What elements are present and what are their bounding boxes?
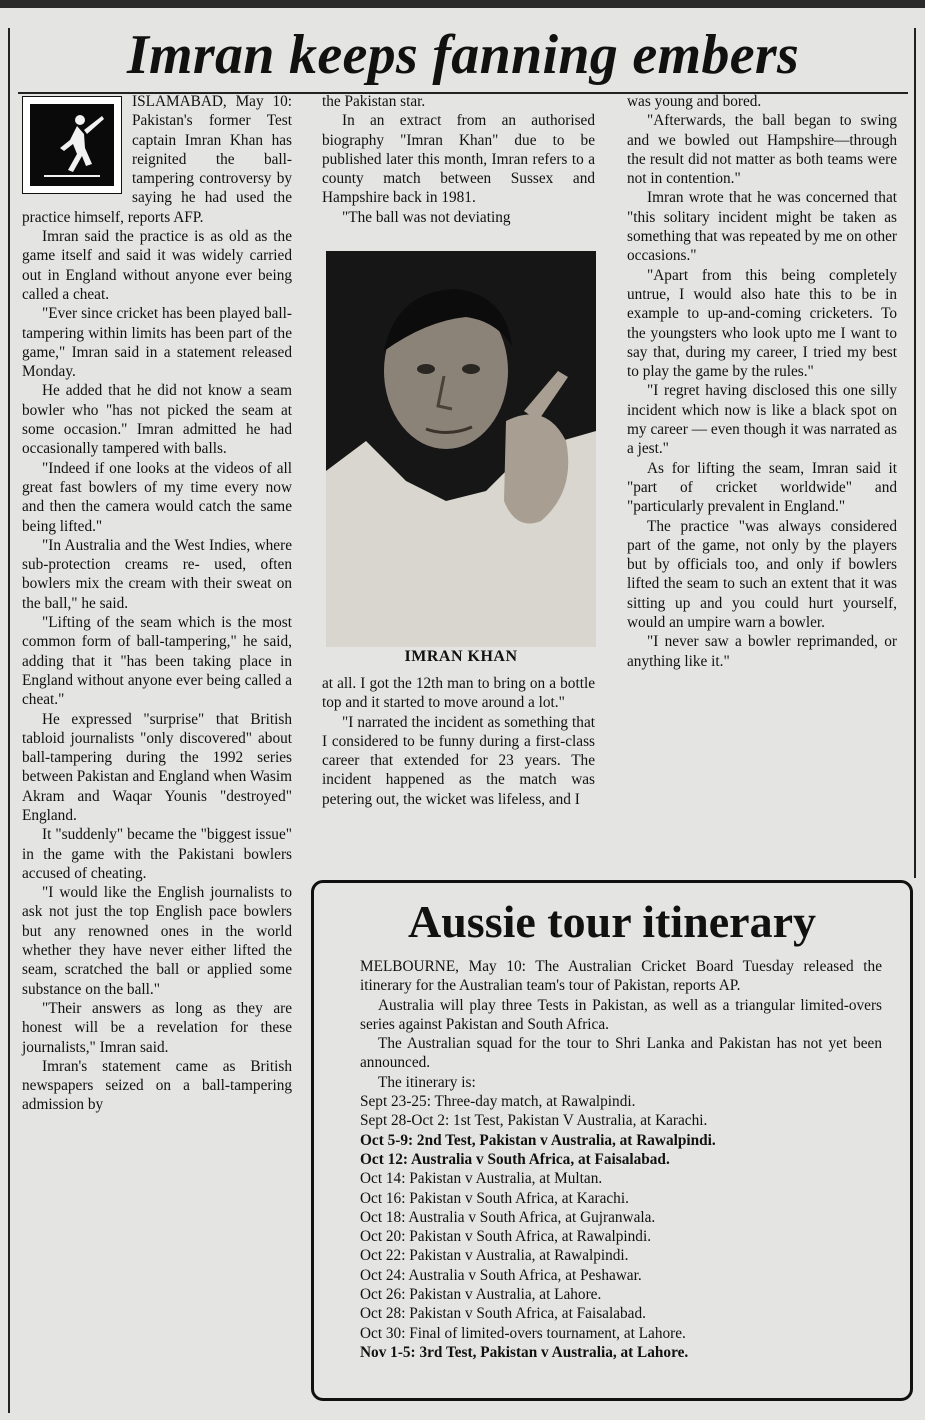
- itinerary-item: Sept 23-25: Three-day match, at Rawalpindi.: [360, 1093, 636, 1111]
- article-column-2-bottom: [322, 674, 595, 809]
- itinerary-sidebar-box: [311, 880, 913, 1401]
- col3-paragraph: "I regret having disclosed this one silly incident which now is like a black spot on my career — even though it was narrated as a jest.": [627, 382, 897, 458]
- article-column-1: [22, 92, 292, 1115]
- col1-paragraph: "Ever since cricket has been played ball-tampering within limits has been part of the game," Imran said in a statement released Monday.: [22, 305, 292, 381]
- col2-paragraph: at all. I got the 12th man to bring on a bottle top and it started to move around a lot.": [322, 675, 595, 712]
- itinerary-item: Oct 30: Final of limited-overs tournament, at Lahore.: [360, 1324, 686, 1342]
- right-frame-rule: [914, 28, 916, 878]
- itinerary-item: Sept 28-Oct 2: 1st Test, Pakistan V Australia, at Karachi.: [360, 1112, 708, 1130]
- top-border-band: [0, 0, 925, 8]
- col1-paragraph: Imran said the practice is as old as the game itself and said it was widely carried out in England without anyone ever being called a cheat.: [22, 228, 292, 303]
- col3-paragraph: Imran wrote that he was concerned that "this solitary incident might be taken as something that was repeated by me on other occasions.": [627, 189, 897, 265]
- sidebar-paragraph: The Australian squad for the tour to Shri Lanka and Pakistan has not yet been announced.: [360, 1035, 882, 1072]
- col2-paragraph: the Pakistan star.: [322, 93, 426, 110]
- sidebar-title: Aussie tour itinerary: [407, 896, 816, 947]
- cricket-logo-icon: [22, 96, 122, 194]
- sidebar-body: [360, 957, 882, 1362]
- col2-paragraph: "The ball was not deviating: [342, 208, 511, 226]
- itinerary-item: Oct 14: Pakistan v Australia, at Multan.: [360, 1170, 603, 1188]
- itinerary-item: Nov 1-5: 3rd Test, Pakistan v Australia, at Lahore.: [360, 1343, 689, 1361]
- col1-paragraph: It "suddenly" became the "biggest issue" in the game with the Pakistani bowlers accused of cheating.: [22, 826, 292, 882]
- itinerary-item: Oct 16: Pakistan v South Africa, at Karachi.: [360, 1189, 629, 1207]
- col1-paragraph: He expressed "surprise" that British tabloid journalists "only discovered" about ball-tampering during the 1992 series between Pakistan and England when Wasim Akram and Waqar Younis "destroyed" England.: [22, 710, 292, 824]
- imran-khan-photo: [326, 251, 596, 647]
- itinerary-item: Oct 22: Pakistan v Australia, at Rawalpindi.: [360, 1247, 629, 1265]
- col1-paragraph: "Their answers as long as they are honest will be a revelation for these journalists," Imran said.: [22, 999, 292, 1056]
- itinerary-list: [360, 1092, 882, 1362]
- itinerary-item: Oct 20: Pakistan v South Africa, at Rawalpindi.: [360, 1228, 652, 1246]
- col3-paragraph: was young and bored.: [627, 93, 762, 110]
- itinerary-item: Oct 12: Australia v South Africa, at Faisalabad.: [360, 1150, 670, 1168]
- photo-caption: IMRAN KHAN: [404, 648, 518, 665]
- col3-paragraph: The practice "was always considered part of the game, not only by the players but by officials too, and only if bowlers lifted the seam to such an extent that it was sitting up and you could hurt yourself, would an umpire warn a bowler.: [627, 517, 897, 632]
- itinerary-item: Oct 26: Pakistan v Australia, at Lahore.: [360, 1286, 602, 1304]
- col3-paragraph: "Afterwards, the ball began to swing and we bowled out Hampshire—through the result did not matter as both teams were not in contention.": [627, 112, 897, 188]
- sidebar-paragraph: Australia will play three Tests in Pakistan, as well as a triangular limited-overs series against Pakistan and South Africa.: [360, 996, 882, 1033]
- itinerary-item: Oct 5-9: 2nd Test, Pakistan v Australia, at Rawalpindi.: [360, 1131, 716, 1149]
- itinerary-item: Oct 24: Australia v South Africa, at Peshawar.: [360, 1266, 642, 1284]
- article-column-3: [627, 92, 897, 671]
- article-column-2-top: [322, 92, 595, 227]
- article-headline: Imran keeps fanning embers: [126, 24, 800, 86]
- itinerary-item: Oct 28: Pakistan v South Africa, at Faisalabad.: [360, 1305, 646, 1323]
- col1-paragraph: "Indeed if one looks at the videos of all great fast bowlers of my time every now and then the camera would catch the same being lifted.": [22, 459, 292, 535]
- itinerary-intro: The itinerary is:: [378, 1073, 476, 1091]
- col1-paragraph: He added that he did not know a seam bowler who "has not picked the seam at some occasion." Imran admitted he had occasionally tampered with balls.: [22, 382, 292, 458]
- itinerary-item: Oct 18: Australia v South Africa, at Gujranwala.: [360, 1208, 656, 1226]
- col1-paragraph: ISLAMABAD, May 10: Pakistan's former Test captain Imran Khan has reignited the ball-tampering controversy by saying he had used the practice himself, reports AFP.: [22, 93, 292, 226]
- col2-paragraph: In an extract from an authorised biography "Imran Khan" due to be published later this month, Imran refers to a county match between Sussex and Hampshire back in 1981.: [322, 112, 595, 207]
- col1-paragraph: "Lifting of the seam which is the most common form of ball-tampering," he said, adding that it "has been taking place in England without anyone ever being called a cheat.": [22, 614, 292, 709]
- col1-paragraph: Imran's statement came as British newspapers seized on a ball-tampering admission by: [22, 1057, 292, 1114]
- col3-paragraph: As for lifting the seam, Imran said it "part of cricket worldwide" and "particularly prevalent in England.": [627, 459, 897, 516]
- col1-paragraph: "In Australia and the West Indies, where sub-protection creams re- used, often bowlers mix the cream with their sweat on the ball," he said.: [22, 536, 292, 612]
- col3-paragraph: "I never saw a bowler reprimanded, or anything like it.": [627, 633, 897, 670]
- col3-paragraph: "Apart from this being completely untrue, I would also hate this to be in example to up-and-coming cricketers. To the youngsters who look upto me I want to say that, during my career, I tried my best to play the game by the rules.": [627, 266, 897, 381]
- col2-paragraph: "I narrated the incident as something that I considered to be funny during a first-class career that extended for 23 years. The incident happened as the match was petering out, the wicket was lifeless, and I: [322, 713, 595, 808]
- left-frame-rule: [8, 28, 10, 1413]
- sidebar-paragraph: MELBOURNE, May 10: The Australian Cricket Board Tuesday released the itinerary for the Australian team's tour of Pakistan, reports AP.: [360, 958, 882, 995]
- col1-paragraph: "I would like the English journalists to ask not just the top English pace bowlers but any renowned ones in the world whether they have never either lifted the seam, scratched the ball or applied some substance on the ball.": [22, 884, 292, 998]
